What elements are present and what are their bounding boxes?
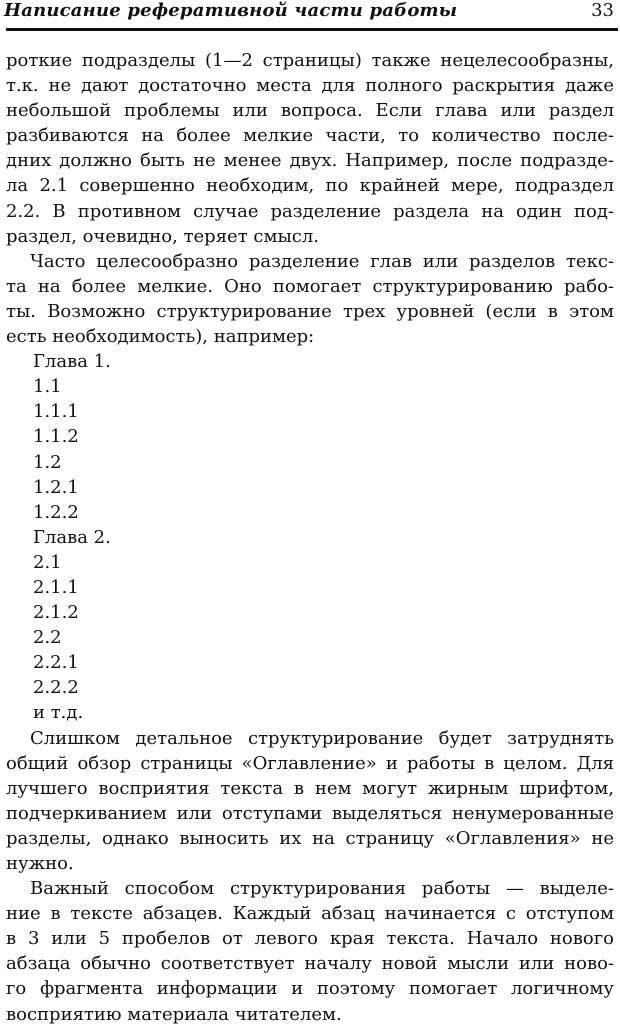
outline-item: 1.2.1	[33, 476, 79, 498]
outline-item: 1.2.2	[33, 501, 79, 523]
paragraph-3	[6, 726, 614, 877]
outline-item: 2.2.2	[33, 677, 79, 699]
text-line: роткие подразделы (1—2 страницы) также нецелесообразны,	[6, 50, 614, 71]
text-line: есть необходимость), например:	[6, 326, 315, 348]
text-line: Часто целесообразно разделение глав или разделов текс-	[30, 250, 614, 272]
outline-item: 1.1.2	[33, 426, 79, 448]
paragraph-1	[6, 48, 614, 249]
text-line: Важный способом структурирования работы — выделе-	[30, 878, 614, 900]
text-line: ние в тексте абзацев. Каждый абзац начинается с отступом	[6, 903, 614, 925]
text-line: го фрагмента информации и поэтому помогает логичному	[6, 978, 614, 1000]
text-line: раздел, очевидно, теряет смысл.	[6, 225, 320, 247]
outline-item: 2.1.2	[33, 602, 79, 624]
outline-item: Глава 1.	[33, 351, 111, 373]
page-header	[4, 0, 616, 34]
header-rule	[6, 28, 618, 31]
outline-list	[6, 349, 614, 725]
text-line: восприятию материала читателем.	[6, 1003, 342, 1025]
text-line: 2.2. В противном случае разделение раздела на один под-	[6, 200, 614, 222]
text-line: ты. Возможно структурирование трех уровней (если в этом	[6, 300, 614, 322]
outline-item: 1.1	[33, 376, 62, 398]
running-title: Написание реферативной части работы	[4, 0, 458, 21]
text-line: разбиваются на более мелкие части, то количество после-	[6, 125, 614, 147]
text-line: общий обзор страницы «Оглавление» и работы в целом. Для	[6, 752, 614, 774]
paragraph-2	[6, 249, 614, 349]
outline-item: 2.2	[33, 627, 62, 649]
text-line: в 3 или 5 пробелов от левого края текста. Начало нового	[6, 928, 614, 950]
outline-item: 2.1.1	[33, 576, 79, 598]
page-number: 33	[591, 0, 614, 21]
body-text	[6, 48, 614, 1027]
text-line: т.к. не дают достаточно места для полного раскрытия даже	[6, 75, 614, 97]
text-line: та на более мелкие. Оно помогает структурированию рабо-	[6, 275, 614, 297]
outline-item: и т.д.	[33, 702, 84, 724]
text-line: подчеркиванием или отступами выделяться ненумерованные	[6, 802, 614, 824]
text-line: дних должно быть не менее двух. Например, после подразде-	[6, 150, 614, 172]
outline-item: 1.1.1	[33, 401, 79, 423]
paragraph-4	[6, 876, 614, 1027]
text-line: лучшего восприятия текста в нем могут жирным шрифтом,	[6, 777, 614, 799]
text-line: небольшой проблемы или вопроса. Если глава или раздел	[6, 100, 614, 122]
outline-item: 2.1	[33, 551, 62, 573]
text-line: абзаца обычно соответствует началу новой мысли или ново-	[6, 953, 614, 975]
outline-item: 2.2.1	[33, 652, 79, 674]
outline-item: 1.2	[33, 451, 62, 473]
text-line: разделы, однако выносить их на страницу «Оглавления» не	[6, 827, 614, 849]
text-line: нужно.	[6, 853, 74, 874]
text-line: Слишком детальное структурирование будет затруднять	[30, 727, 614, 749]
text-line: ла 2.1 совершенно необходим, по крайней мере, подраздел	[6, 175, 614, 197]
outline-item: Глава 2.	[33, 526, 111, 548]
